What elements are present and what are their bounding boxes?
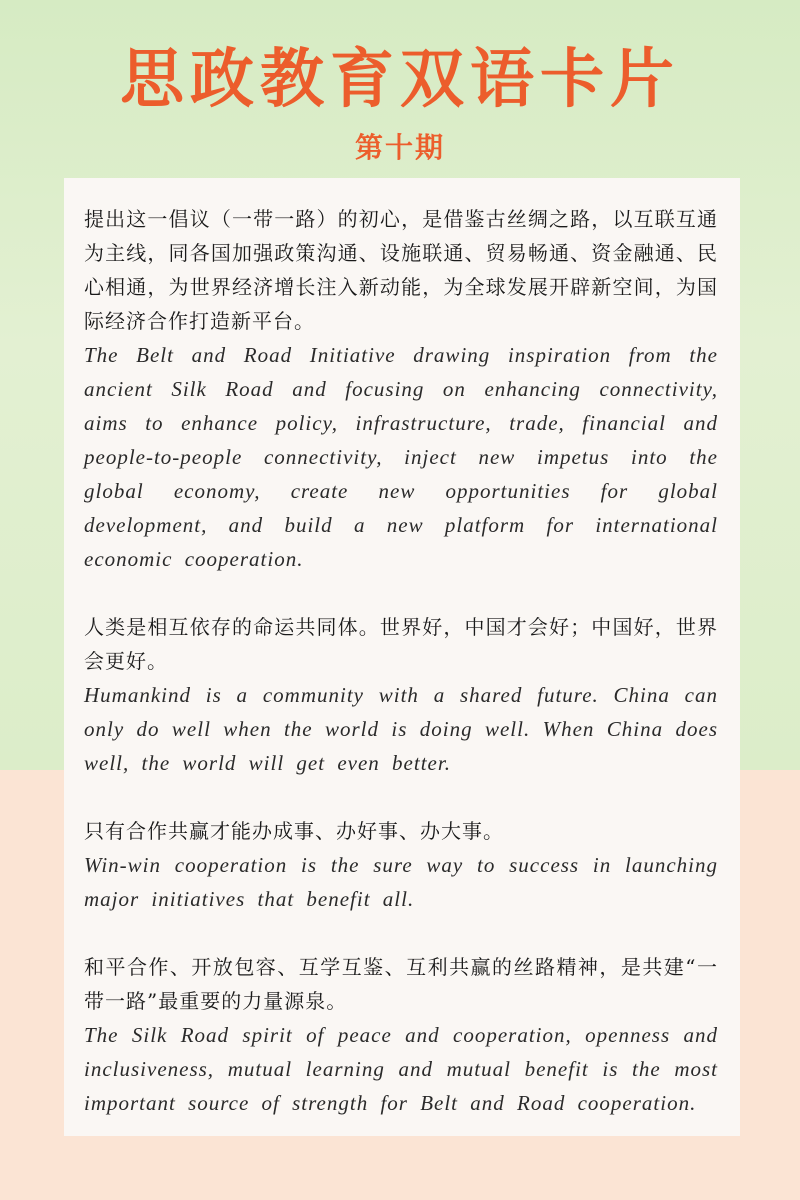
quote-block-1 xyxy=(84,202,718,576)
quote-english: The Belt and Road Initiative drawing inspiration from the ancient Silk Road and focusing on enhancing connectivity, aims to enhance policy, infrastructure, trade, financial and people-to-people connectivity, inject new impetus into the global economy, create new opportunities for global development, and build a new platform for international economic cooperation. xyxy=(84,343,718,571)
quote-block-4 xyxy=(84,950,718,1120)
quote-chinese: 人类是相互依存的命运共同体。世界好，中国才会好；中国好，世界会更好。 xyxy=(84,615,718,673)
content-card xyxy=(64,178,740,1136)
quote-block-3 xyxy=(84,814,718,916)
quote-english: Humankind is a community with a shared future. China can only do well when the world is doing well. When China does well, the world will get even better. xyxy=(84,683,718,775)
quote-chinese: 只有合作共赢才能办成事、办好事、办大事。 xyxy=(84,819,504,843)
quote-chinese: 提出这一倡议（一带一路）的初心，是借鉴古丝绸之路，以互联互通为主线，同各国加强政策沟通、设施联通、贸易畅通、资金融通、民心相通，为世界经济增长注入新动能，为全球发展开辟新空间，为国际经济合作打造新平台。 xyxy=(84,207,718,333)
quote-english: The Silk Road spirit of peace and cooperation, openness and inclusiveness, mutual learning and mutual benefit is the most important source of strength for Belt and Road cooperation. xyxy=(84,1023,718,1115)
quote-block-2 xyxy=(84,610,718,780)
quote-english: Win-win cooperation is the sure way to success in launching major initiatives that benefit all. xyxy=(84,853,718,911)
quote-chinese: 和平合作、开放包容、互学互鉴、互利共赢的丝路精神，是共建“一带一路”最重要的力量源泉。 xyxy=(84,955,718,1013)
page-title: 思政教育双语卡片 xyxy=(120,43,680,117)
issue-number: 第十期 xyxy=(354,131,445,164)
